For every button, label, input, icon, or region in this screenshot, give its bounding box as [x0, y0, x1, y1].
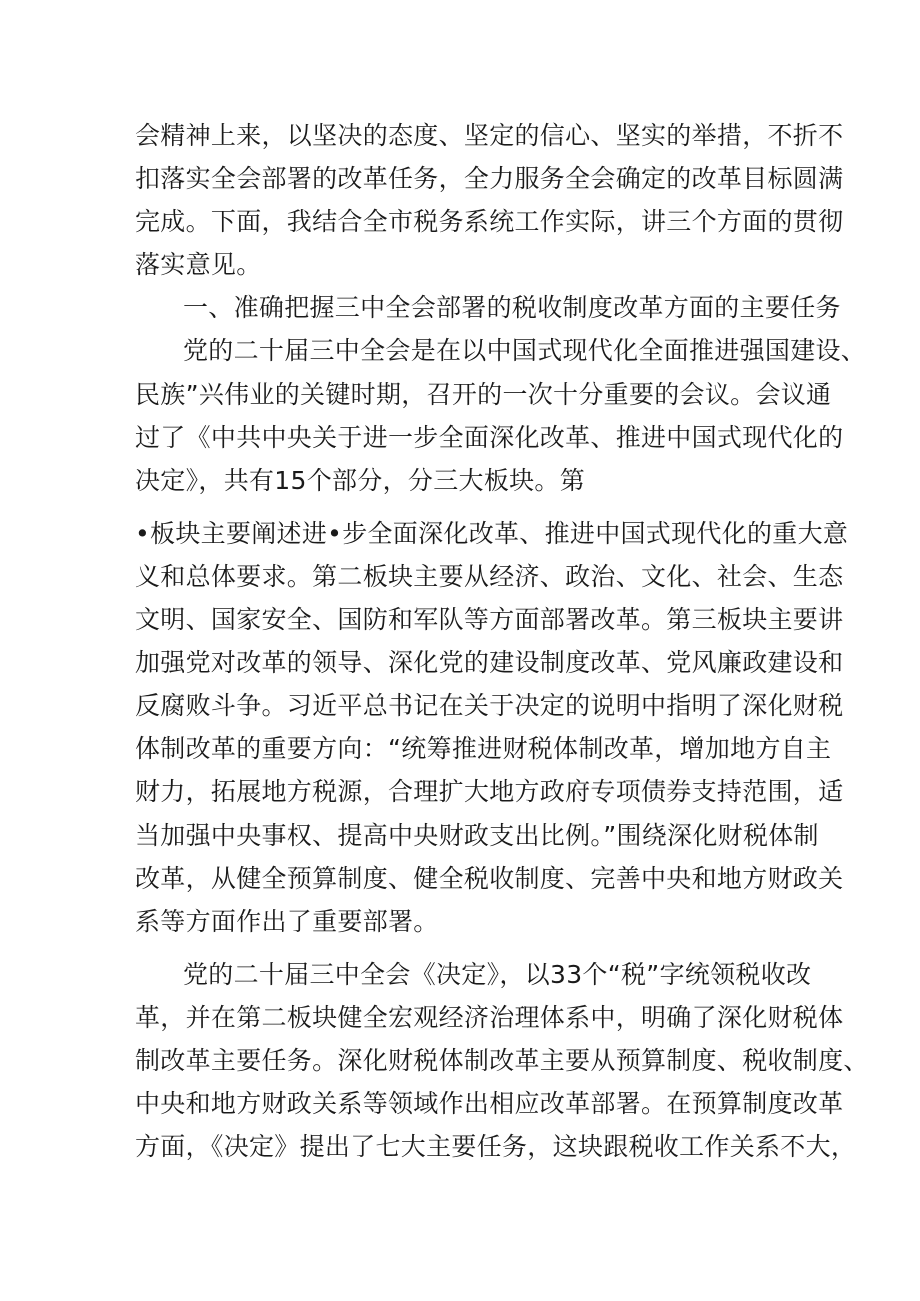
text-line: 系等方面作出了重要部署。: [135, 906, 439, 936]
text-line: 文明、国家安全、国防和军队等方面部署改革。第三板块主要讲: [135, 605, 844, 635]
paragraph-gap: [135, 502, 795, 512]
paragraph-three-sections: [135, 512, 849, 943]
text-line: 当加强中央事权、提高中央财政支出比例。”围绕深化财税体制: [135, 820, 819, 850]
text-line: 加强党对改革的领导、深化党的建设制度改革、党风廉政建设和: [135, 648, 844, 678]
text-line: 财力，拓展地方税源，合理扩大地方政府专项债券支持范围，适: [135, 777, 844, 807]
text-line: 会精神上来，以坚决的态度、坚定的信心、坚实的举措，不折不: [135, 121, 844, 150]
text-line: 完成。下面，我结合全市税务系统工作实际，讲三个方面的贯彻: [135, 207, 844, 237]
paragraph-tax-reform: [135, 953, 869, 1168]
paragraph-gap: [135, 943, 795, 953]
text-line: 革，并在第二板块健全宏观经济治理体系中，明确了深化财税体: [135, 1002, 844, 1032]
text-line: 民族”兴伟业的关键时期，召开的一次十分重要的会议。会议通: [135, 379, 832, 409]
text-line: 扣落实全会部署的改革任务，全力服务全会确定的改革目标圆满: [135, 164, 844, 194]
text-line: 体制改革的重要方向：“统筹推进财税体制改革，增加地方自主: [135, 734, 832, 764]
text-line: •板块主要阐述进•步全面深化改革、推进中国式现代化的重大意: [135, 518, 849, 548]
text-line: 党的二十届三中全会是在以中国式现代化全面推进强国建设、: [183, 336, 867, 366]
text-line: 落实意见。: [135, 250, 262, 280]
text-line: 过了《中共中央关于进一步全面深化改革、推进中国式现代化的: [135, 422, 844, 452]
heading-line: 一、准确把握三中全会部署的税收制度改革方面的主要任务: [183, 293, 841, 323]
text-line: 改革，从健全预算制度、健全税收制度、完善中央和地方财政关: [135, 863, 844, 893]
text-line: 制改革主要任务。深化财税体制改革主要从预算制度、税收制度、: [135, 1045, 869, 1075]
text-line: 党的二十届三中全会《决定》，以33个“税”字统领税收改: [183, 959, 812, 989]
text-line: 方面，《决定》提出了七大主要任务，这块跟税收工作关系不大，: [135, 1132, 857, 1162]
paragraph-plenary-session: [135, 329, 867, 501]
paragraph-continuation: [135, 114, 844, 286]
text-line: 反腐败斗争。习近平总书记在关于决定的说明中指明了深化财税: [135, 691, 844, 721]
section-heading: [135, 286, 841, 329]
document-body: [135, 114, 869, 1168]
text-line: 中央和地方财政关系等领域作出相应改革部署。在预算制度改革: [135, 1089, 844, 1119]
text-line: 决定》，共有15个部分，分三大板块。第: [135, 465, 586, 495]
text-line: 义和总体要求。第二板块主要从经济、政治、文化、社会、生态: [135, 561, 844, 591]
